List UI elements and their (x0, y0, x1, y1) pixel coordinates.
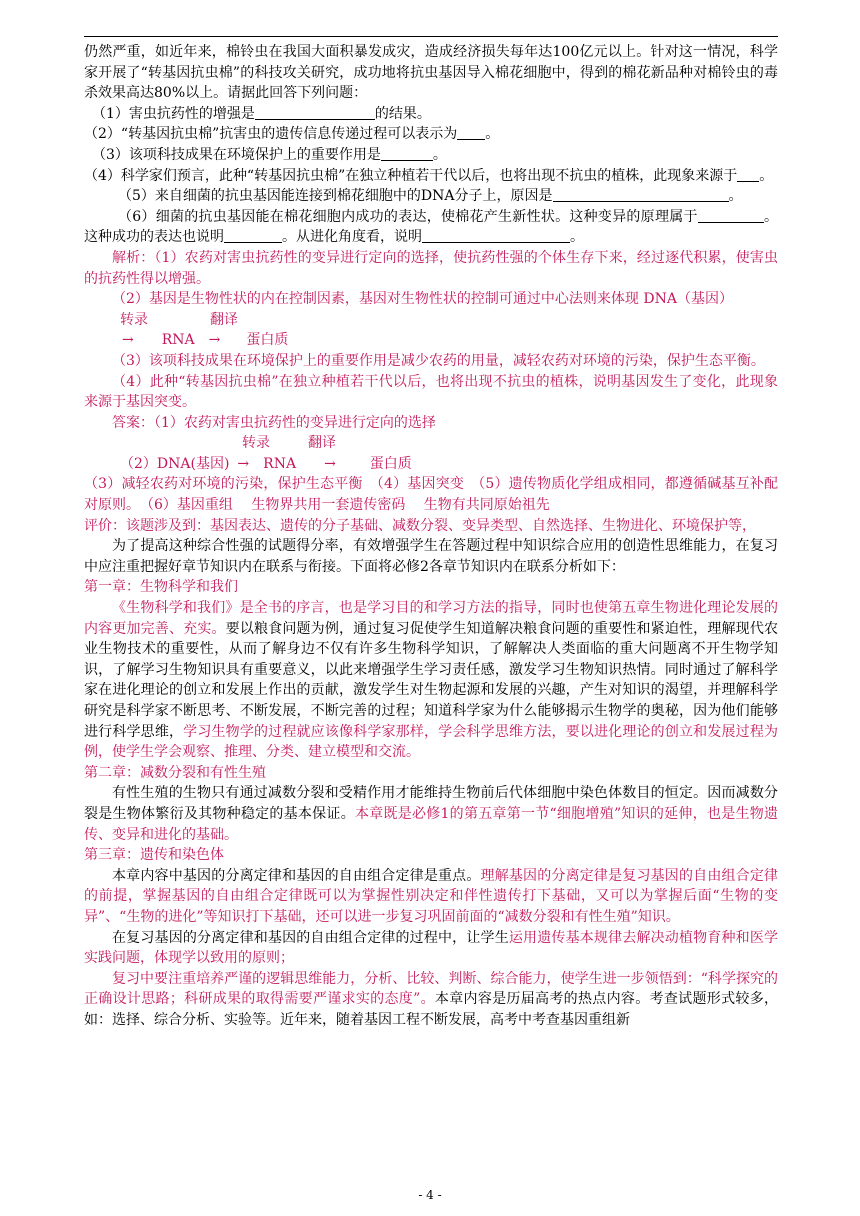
answer-blank (698, 208, 764, 223)
answer-3-6: （3）减轻农药对环境的污染，保护生态平衡 （4）基因突变 （5）遗传物质化学组成相同，都遵循碱基互补配对原则。 （6）基因重组 生物界共用一套遗传密码 生物有共同原始祖先 (84, 476, 778, 514)
answer-2-flow: （2）DNA(基因) → RNA → 蛋白质 (120, 455, 412, 472)
answer-1: 答案：（1）农药对害虫抗药性的变异进行定向的选择 (112, 414, 436, 431)
chapter-2-title: 第二章：减数分裂和有性生殖 (84, 764, 266, 781)
chapter-3-body-3: 复习中要注重培养严谨的逻辑思维能力，分析、比较、判断、综合能力，使学生进一步领悟到：“科学探究的正确设计思路；科研成果的取得需要严谨求实的态度”。本章内容是历届高考的热点内容。考查试题形式较多，如：选择、综合分析、实验等。近年来，随着基因工程不断发展，高考中考查基因重组新 (84, 970, 779, 1028)
answer-blank (457, 125, 485, 140)
analysis-2-flow: → RNA → 蛋白质 (122, 332, 289, 349)
answer-blank (422, 228, 570, 243)
chapter-3-body-1: 本章内容中基因的分离定律和基因的自由组合定律是重点。理解基因的分离定律是复习基因的自由组合定律的前提，掌握基因的自由组合定律既可以为掌握性别决定和伴性遗传打下基础，又可以为掌握后面“生物的变异”、“生物的进化”等知识打下基础，还可以进一步复习巩固前面的“减数分裂和有性生殖”知识。 (84, 867, 779, 925)
analysis-2: （2）基因是生物性状的内在控制因素，基因对生物性状的控制可通过中心法则来体现 DNA（基因） (112, 291, 733, 308)
question-5: （5）来自细菌的抗虫基因能连接到棉花细胞中的DNA分子上，原因是 。 (118, 188, 743, 205)
answer-blank (224, 228, 282, 243)
question-4: （4）科学家们预言，此种“转基因抗虫棉”在独立种植若干代以后，也将出现不抗虫的植株，此现象来源于 。 (84, 167, 774, 184)
analysis-4: （4）此种“转基因抗虫棉”在独立种植若干代以后，也将出现不抗虫的植株，说明基因发生了变化，此现象来源于基因突变。 (84, 373, 778, 411)
evaluation: 评价：该题涉及到：基因表达、遗传的分子基础、减数分裂、变异类型、自然选择、生物进化、环境保护等， (84, 517, 756, 534)
chapter-3-body-2: 在复习基因的分离定律和基因的自由组合定律的过程中，让学生运用遗传基本规律去解决动植物育种和医学实践问题，体现学以致用的原则； (84, 929, 779, 967)
question-6: （6）细菌的抗虫基因能在棉花细胞内成功的表达，使棉花产生新性状。这种变异的原理属于 。这种成功的表达也说明 。从进化角度看，说明 。 (84, 208, 778, 246)
chapter-3-title: 第三章：遗传和染色体 (84, 847, 224, 864)
header-rule (84, 36, 778, 37)
question-1: （1）害虫抗药性的增强是 的结果。 (92, 105, 431, 122)
chapter-1-title: 第一章：生物科学和我们 (84, 579, 238, 596)
answer-2-arrow-labels: 转录 翻译 (242, 435, 336, 452)
answer-blank (381, 146, 433, 161)
chapter-2-body: 有性生殖的生物只有通过减数分裂和受精作用才能维持生物前后代体细胞中染色体数目的恒定。因而减数分裂是生物体繁衍及其物种稳定的基本保证。本章既是必修1的第五章第一节“细胞增殖”知识的延伸，也是生物遗传、变异和进化的基础。 (84, 785, 778, 843)
analysis-section (84, 248, 778, 536)
analysis-3: （3）该项科技成果在环境保护上的重要作用是减少农药的用量，减轻农药对环境的污染，保护生态平衡。 (112, 352, 765, 369)
intro-paragraph: 仍然严重，如近年来，棉铃虫在我国大面积暴发成灾，造成经济损失每年达100亿元以上。针对这一情况，科学家开展了“转基因抗虫棉”的科技攻关研究，成功地将抗虫基因导入棉花细胞中，得到的棉花新品种对棉铃虫的毒杀效果高达80%以上。请据此回答下列问题： (84, 44, 778, 102)
question-2: （2）“转基因抗虫棉”抗害虫的遗传信息传递过程可以表示为 。 (84, 126, 500, 143)
analysis-1: 解析：（1）农药对害虫抗药性的变异进行定向的选择，使抗药性强的个体生存下来，经过逐代积累，使害虫的抗药性得以增强。 (84, 249, 778, 287)
question-3: （3）该项科技成果在环境保护上的重要作用是 。 (92, 146, 447, 163)
chapter-1-body: 《生物科学和我们》是全书的序言，也是学习目的和学习方法的指导，同时也使第五章生物进化理论发展的内容更加完善、充实。要以粮食问题为例，通过复习促使学生知道解决粮食问题的重要性和紧迫性，理解现代农业生物技术的重要性，从而了解身边不仅有许多生物科学知识，了解解决人类面临的重大问题离不开生物学知识，了解学习生物知识具有重要意义，以此来增强学生学习责任感，激发学习生物知识热情。同时通过了解科学家在进化理论的创立和发展上作出的贡献，激发学生对生物起源和发展的兴趣，产生对知识的渴望，并理解科学研究是科学家不断思考、不断发展，不断完善的过程；知道科学家为什么能够揭示生物学的奥秘，因为他们能够进行科学思维，学习生物学的过程就应该像科学家那样，学会科学思维方法，要以进化理论的创立和发展过程为例，使学生学会观察、推理、分类、建立模型和交流。 (84, 600, 779, 761)
page-number: - 4 - (418, 1188, 442, 1202)
answer-blank (255, 105, 375, 120)
answer-blank (737, 167, 759, 182)
analysis-2-arrow-labels: 转录 翻译 (120, 311, 238, 328)
transition-paragraph: 为了提高这种综合性强的试题得分率，有效增强学生在答题过程中知识综合应用的创造性思维能力，在复习中应注重把握好章节知识内在联系与衔接。下面将必修2各章节知识内在联系分析如下： (84, 538, 778, 575)
answer-blank (553, 187, 729, 202)
document-body (84, 42, 778, 1031)
